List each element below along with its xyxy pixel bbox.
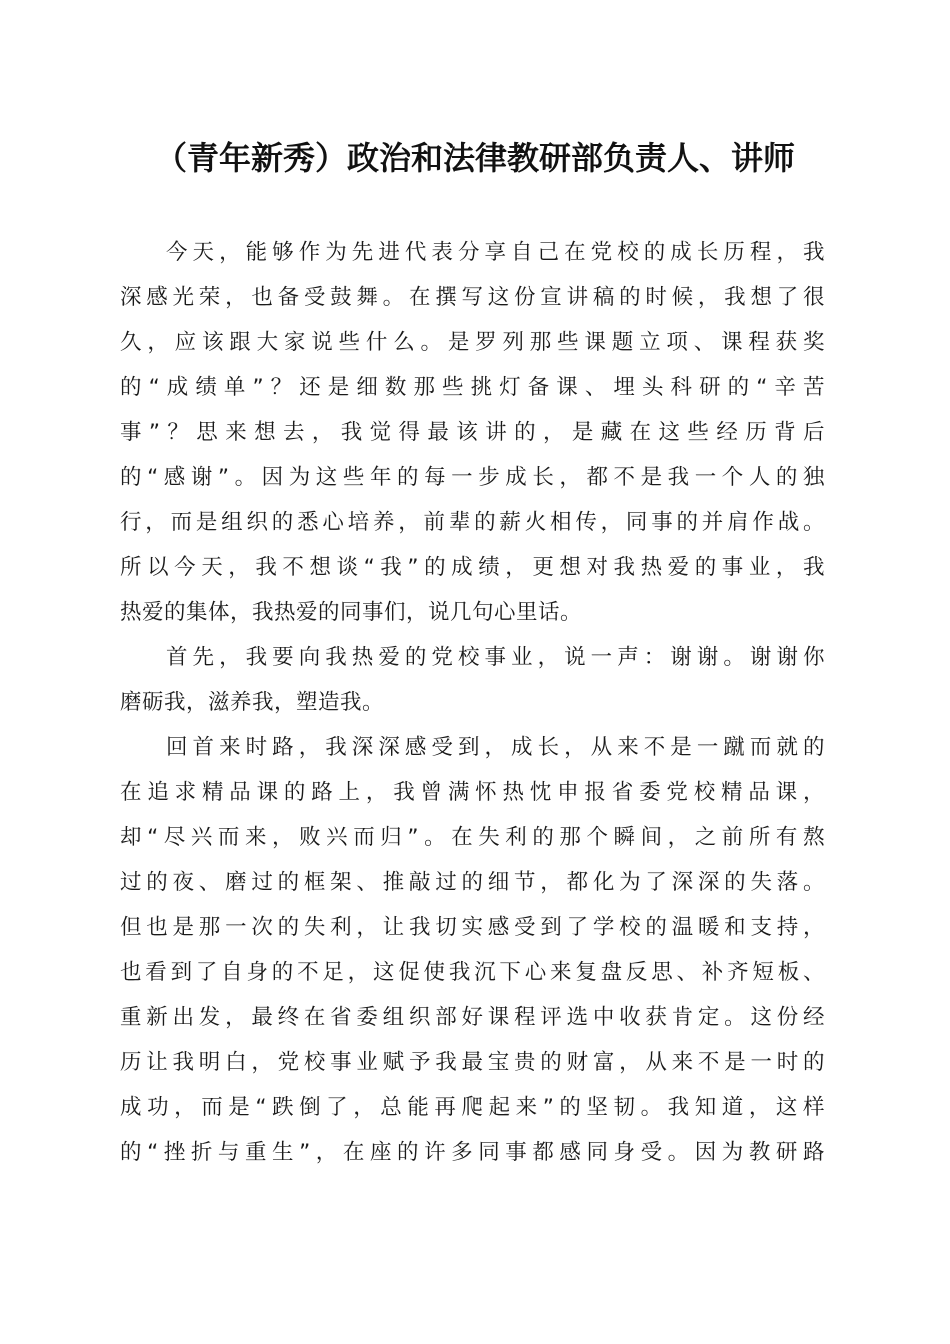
paragraph-line: 行，而是组织的悉心培养，前辈的薪火相传，同事的并肩作战。 [120, 510, 825, 535]
paragraph-line: 热爱的集体，我热爱的同事们，说几句心里话。 [120, 600, 583, 625]
paragraph-line: 的“成绩单”？还是细数那些挑灯备课、埋头科研的“辛苦 [120, 375, 825, 400]
paragraph-line: 成功，而是“跌倒了，总能再爬起来”的坚韧。我知道，这样 [120, 1095, 825, 1120]
paragraph-line: 磨砺我，滋养我，塑造我。 [120, 690, 385, 715]
paragraph-line: 的“挫折与重生”，在座的许多同事都感同身受。因为教研路 [120, 1140, 825, 1165]
paragraph-line: 所以今天，我不想谈“我”的成绩，更想对我热爱的事业，我 [120, 555, 825, 580]
paragraph-line: 在追求精品课的路上，我曾满怀热忱申报省委党校精品课， [120, 780, 825, 805]
document-title: （青年新秀）政治和法律教研部负责人、讲师 [154, 139, 795, 177]
paragraph-line: 回首来时路，我深深感受到，成长，从来不是一蹴而就的 [166, 735, 825, 760]
paragraph-line: 却“尽兴而来，败兴而归”。在失利的那个瞬间，之前所有熬 [120, 825, 825, 850]
paragraph-line: 也看到了自身的不足，这促使我沉下心来复盘反思、补齐短板、 [120, 960, 825, 985]
paragraph-line: 首先，我要向我热爱的党校事业，说一声：谢谢。谢谢你 [166, 645, 825, 670]
paragraph-line: 事”？思来想去，我觉得最该讲的，是藏在这些经历背后 [120, 420, 825, 445]
document-body [120, 230, 825, 1175]
paragraph-line: 重新出发，最终在省委组织部好课程评选中收获肯定。这份经 [120, 1005, 825, 1030]
paragraph-line: 历让我明白，党校事业赋予我最宝贵的财富，从来不是一时的 [120, 1050, 825, 1075]
paragraph-line: 的“感谢”。因为这些年的每一步成长，都不是我一个人的独 [120, 465, 825, 490]
paragraph-line: 今天，能够作为先进代表分享自己在党校的成长历程，我 [166, 240, 825, 265]
paragraph-line: 过的夜、磨过的框架、推敲过的细节，都化为了深深的失落。 [120, 870, 825, 895]
paragraph-line: 深感光荣，也备受鼓舞。在撰写这份宣讲稿的时候，我想了很 [120, 285, 825, 310]
paragraph-line: 久，应该跟大家说些什么。是罗列那些课题立项、课程获奖 [120, 330, 825, 355]
paragraph-line: 但也是那一次的失利，让我切实感受到了学校的温暖和支持， [120, 915, 825, 940]
